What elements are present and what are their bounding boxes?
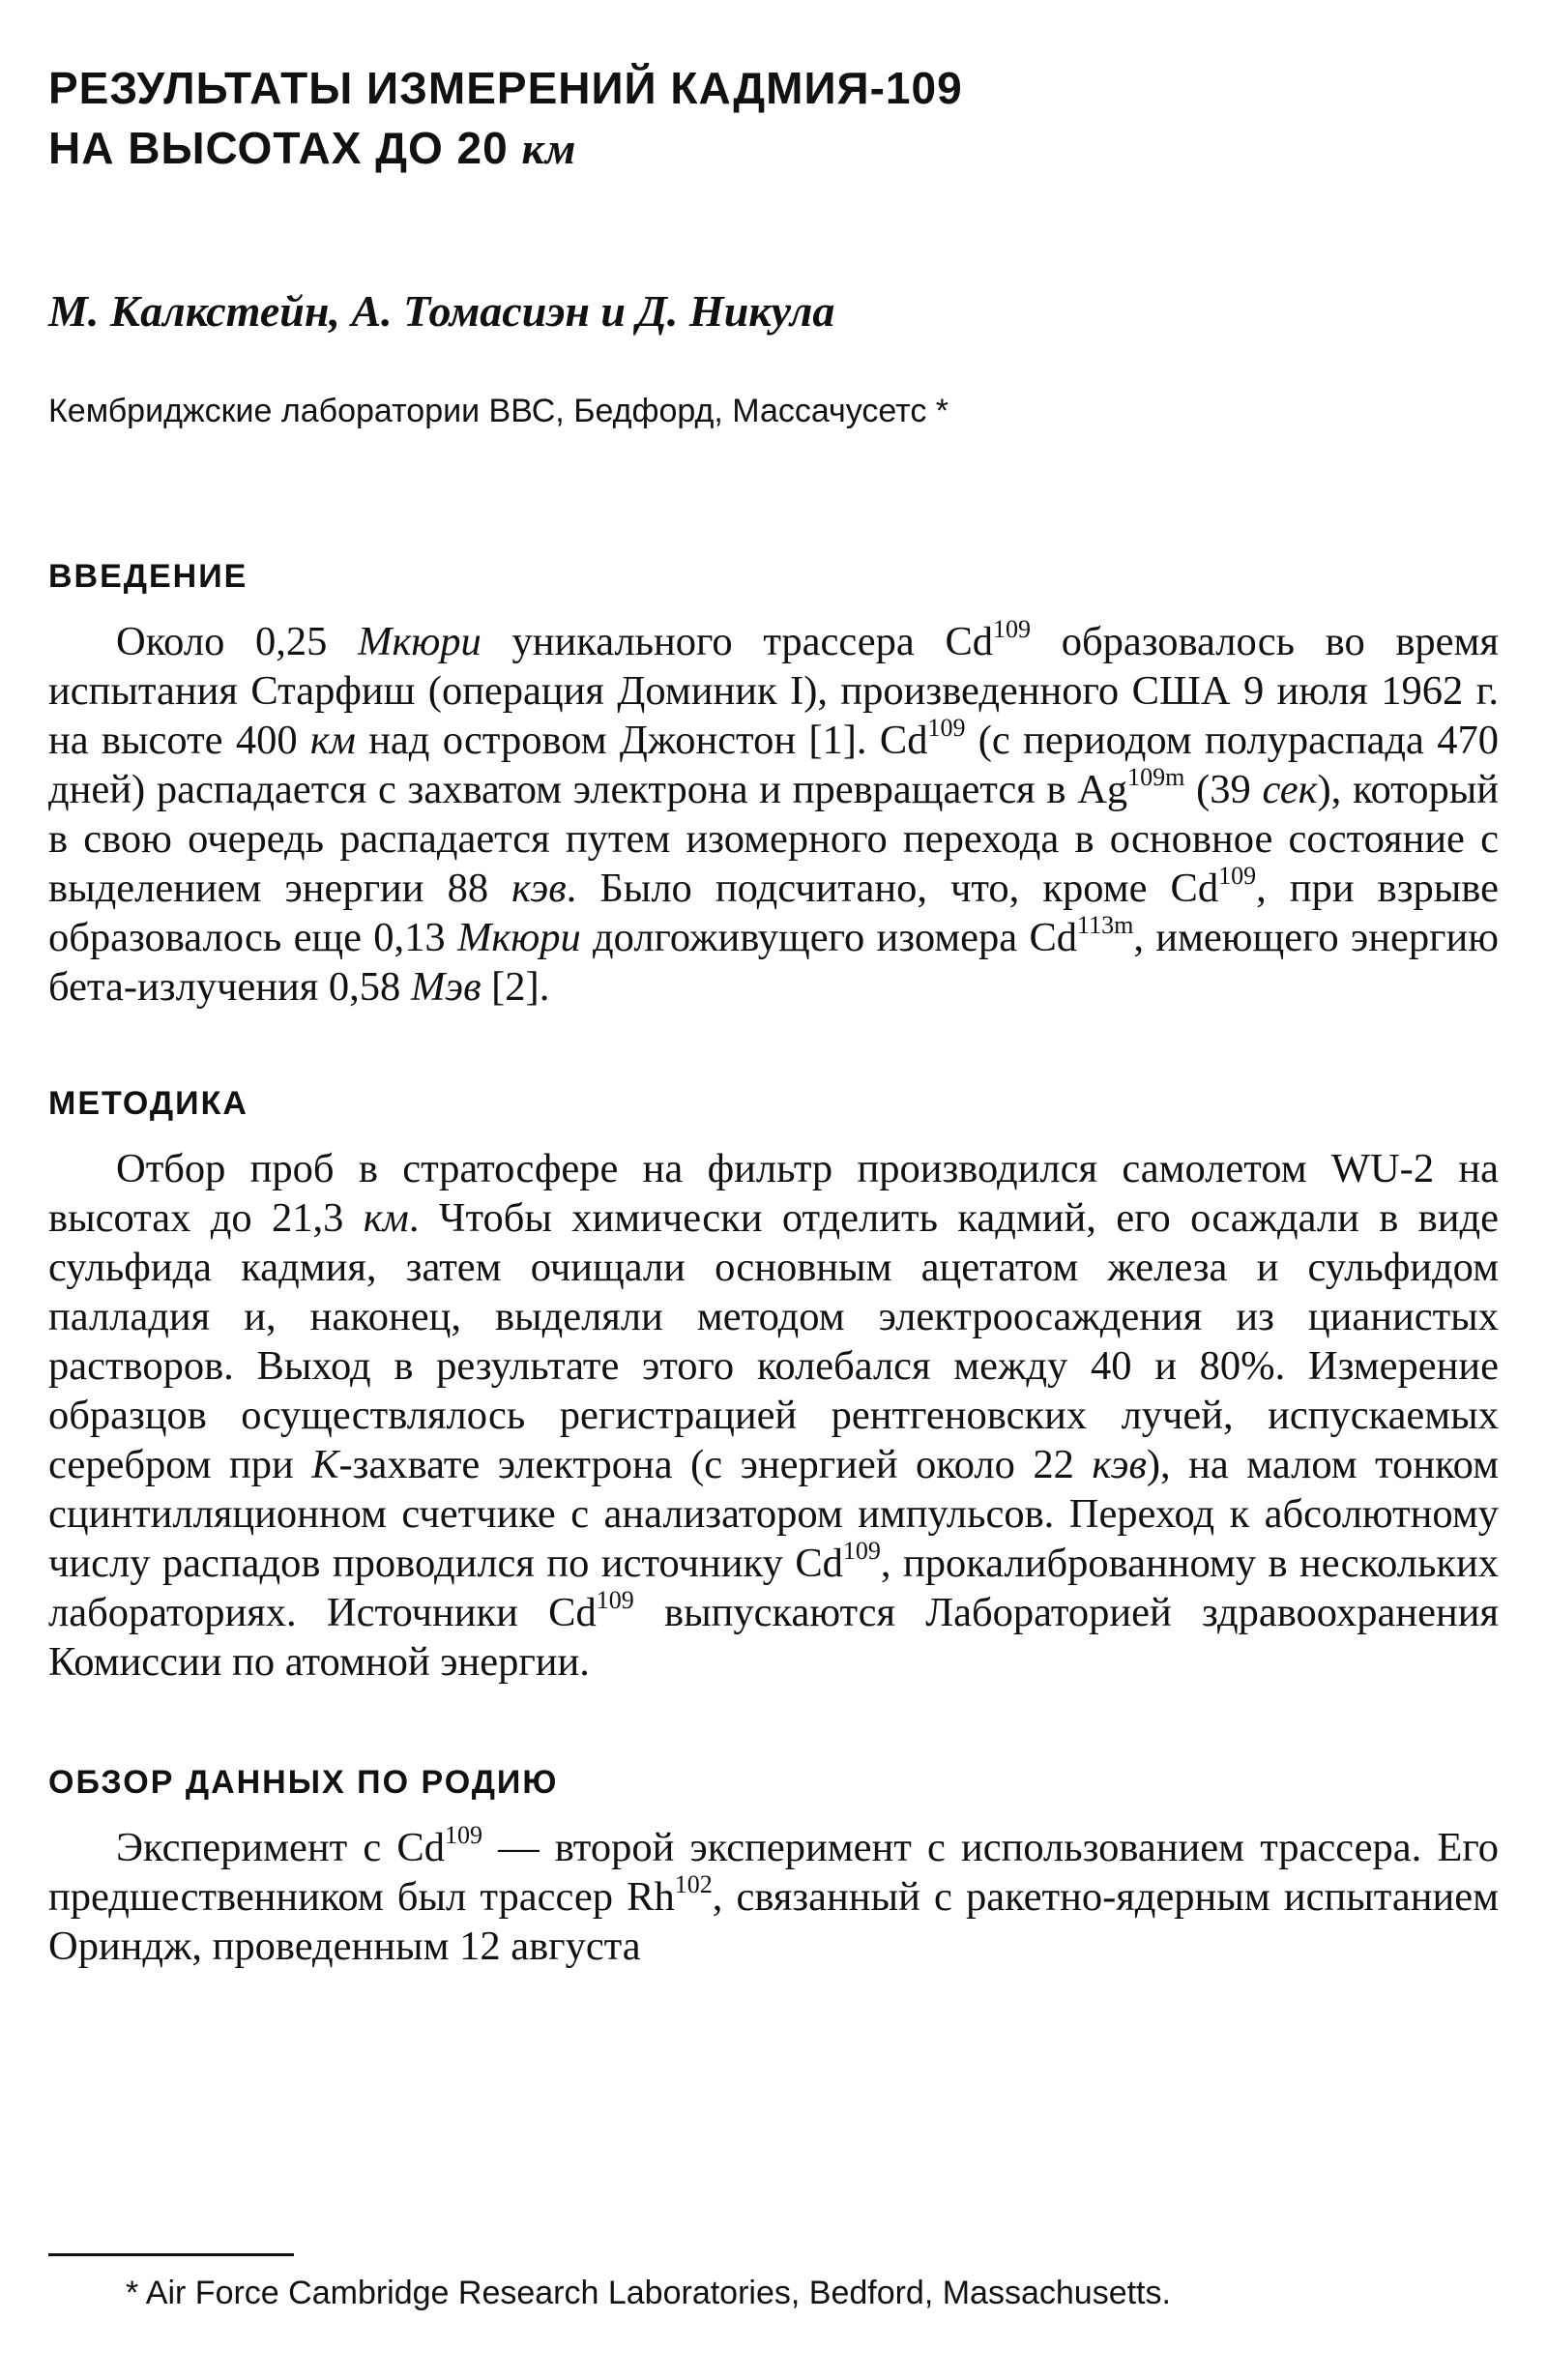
article-title [48,58,1499,179]
authors: М. Калкстейн, А. Томасиэн и Д. Никула [48,286,835,336]
article [48,58,1499,1971]
title-line-1: РЕЗУЛЬТАТЫ ИЗМЕРЕНИЙ КАДМИЯ-109 [48,63,963,113]
footnote: * Air Force Cambridge Research Laboratories, Bedford, Massachusetts. [126,2275,1171,2311]
section-rhodium [48,1764,1499,1971]
section-intro [48,558,1499,1012]
section-heading-method: МЕТОДИКА [48,1085,248,1122]
affiliation: Кембриджские лаборатории ВВС, Бедфорд, Массачусетс * [48,393,949,429]
intro-paragraph: Около 0,25 Мкюри уникального трассера Cd$^{109}$ образовалось во время испытания Старфиш (операция Доминик I), произведенного США 9 июля 1962 г. на высоте 400 км над островом Джонстон [1]. Cd$^{109}$ (с периодом полураспада 470 дней) распадается с захватом электрона и превращается в $Ag^{109m}$ (39 сек), который в свою очередь распадается путем изомерного перехода в основное состояние с выделением энергии 88 кэв. Было подсчитано, что, кроме Cd$^{109}$, при взрыве образовалось еще 0,13 Мкюри долгоживущего изомера $Cd^{113m}$, имеющего энергию бета-излучения 0,58 Мэв [2]. [48,615,1499,1010]
rhodium-paragraph: Эксперимент с Cd$^{109}$ — второй эксперимент с использованием трассера. Его предшественником был трассер Rh$^{102}$, связанный с ракетно-ядерным испытанием Ориндж, проведенным 12 августа [48,1821,1499,1969]
title-unit: км [521,124,577,173]
section-heading-rhodium: ОБЗОР ДАННЫХ ПО РОДИЮ [48,1764,559,1801]
method-paragraph: Отбор проб в стратосфере на фильтр производился самолетом WU-2 на высотах до 21,3 км. Чтобы химически отделить кадмий, его осаждали в виде сульфида кадмия, затем очищали основным ацетатом железа и сульфидом палладия и, наконец, выделяли методом электроосаждения из цианистых растворов. Выход в результате этого колебался между 40 и 80%. Измерение образцов осуществлялось регистрацией рентгеновских лучей, испускаемых серебром при К-захвате электрона (с энергией около 22 кэв), на малом тонком сцинтилляционном счетчике с анализатором импульсов. Переход к абсолютному числу распадов проводился по источнику Cd$^{109}$, прокалиброванному в нескольких лабораториях. Источники Cd$^{109}$ выпускаются Лабораторией здравоохранения Комиссии по атомной энергии. [48,1146,1499,1685]
title-line-2: НА ВЫСОТАХ ДО 20 [48,123,522,173]
section-heading-intro: ВВЕДЕНИЕ [48,558,248,595]
section-method [48,1085,1499,1687]
footnote-divider [48,2253,294,2256]
